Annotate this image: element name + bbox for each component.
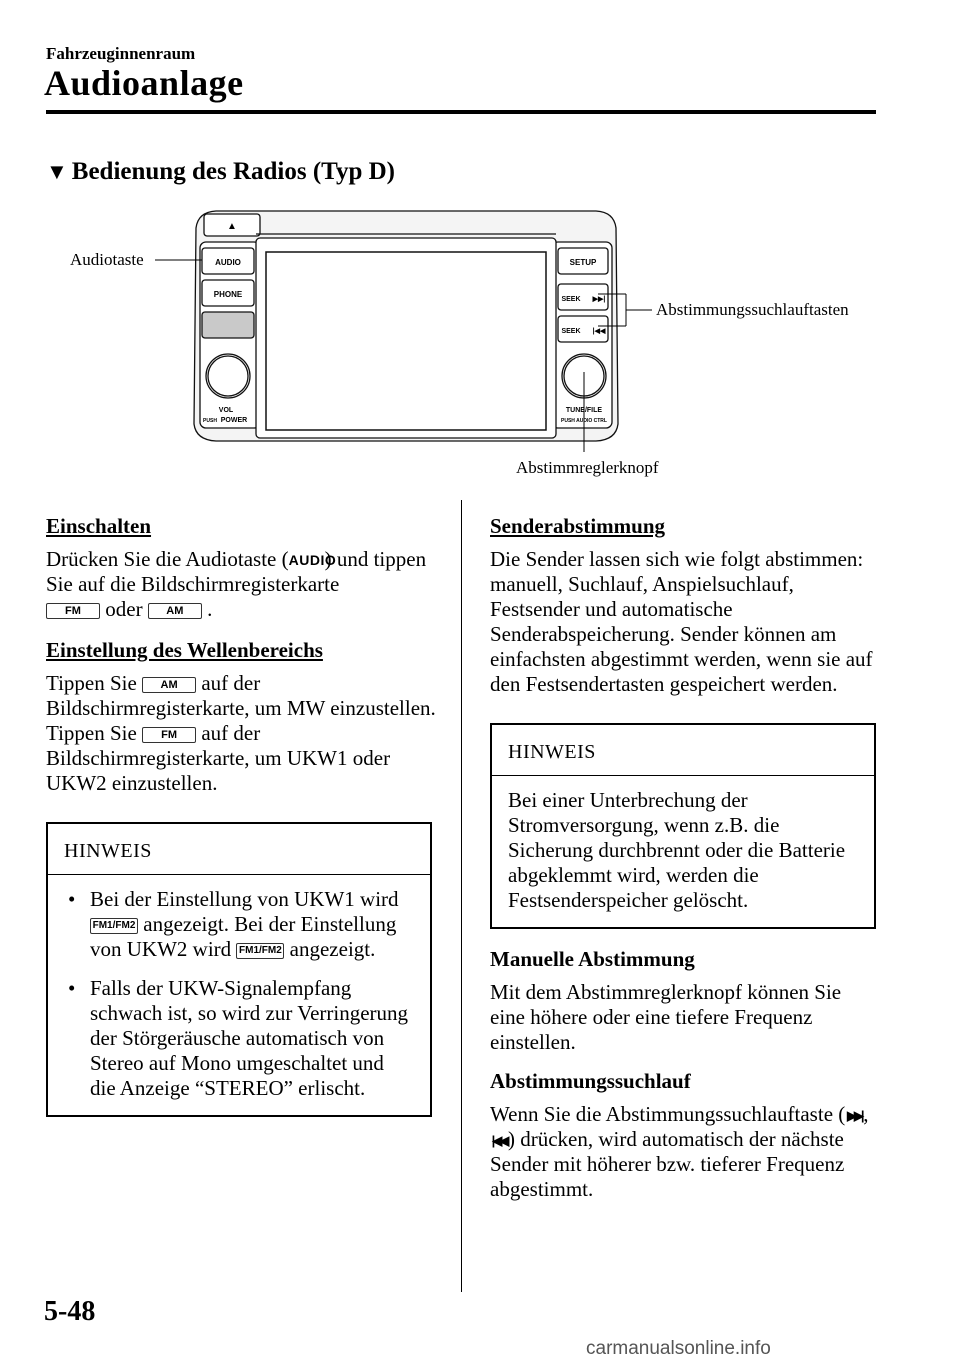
- power-label: POWER: [220, 417, 248, 424]
- phone-button-label: PHONE: [213, 290, 243, 299]
- watermark: carmanualsonline.info: [586, 1338, 771, 1359]
- callout-lines: [0, 0, 960, 520]
- fm-tab-icon: FM: [142, 727, 196, 743]
- suchlauf-text-2: ,: [863, 1102, 869, 1126]
- am-tab-icon: AM: [142, 677, 196, 693]
- suchlauf-text-3: ) drücken, wird automatisch der nächste Sender mit höherer bzw. tieferer Frequenz abgestimmt.: [490, 1127, 845, 1201]
- senderabstimmung-text: Die Sender lassen sich wie folgt abstimmen: manuell, Suchlauf, Anspielsuchlauf, Festsender und automatische Senderabspeicherung. Sender können am einfachsten abgestimmt werden, wenn sie auf den Festsendertasten gespeichert werden.: [490, 547, 873, 696]
- manuell-heading: Manuelle Abstimmung: [490, 947, 695, 971]
- seek-prev-icon: |◀◀: [491, 1133, 507, 1149]
- tune-file-label: TUNE/FILE: [565, 407, 603, 414]
- suchlauf-heading: Abstimmungssuchlauf: [490, 1069, 691, 1093]
- seek-down-button-label: SEEK: [561, 328, 581, 335]
- hinweis-heading: HINWEIS: [48, 824, 430, 875]
- vol-label: VOL: [218, 407, 234, 414]
- hinweis-text: Bei einer Unterbrechung der Stromversorgung, wenn z.B. die Sicherung durchbrennt oder die Batterie abgeklemmt wird, werden die Festsenderspeicher gelöscht.: [508, 788, 846, 912]
- right-column: [490, 514, 878, 1202]
- wellenbereich-text: [46, 671, 438, 796]
- einschalten-heading: Einschalten: [46, 514, 152, 538]
- audio-button-icon: AUDIO: [288, 552, 337, 569]
- section-title-text: Bedienung des Radios (Typ D): [71, 158, 395, 185]
- manuell-text: Mit dem Abstimmreglerknopf können Sie eine höhere oder eine tiefere Frequenz einstellen.: [490, 980, 842, 1054]
- einschalten-text: [46, 547, 438, 622]
- einschalten-text-3: oder: [105, 597, 143, 621]
- einschalten-text-4: .: [207, 597, 213, 621]
- bullet2-text: Falls der UKW-Signalempfang schwach ist, so wird zur Verringerung der Störgeräusche automatisch von Stereo auf Mono umgeschaltet und die Anzeige “STEREO” erlischt.: [90, 976, 409, 1100]
- seek-prev-icon: |◀◀: [592, 328, 606, 335]
- push-audio-ctrl-label: PUSH AUDIO CTRL: [561, 418, 607, 424]
- wellenbereich-heading: Einstellung des Wellenbereichs: [46, 638, 323, 662]
- wellenbereich-text-1: Tippen Sie: [46, 671, 137, 695]
- hinweis-bullet-2: [64, 976, 414, 1101]
- fm2-indicator-icon: FM1/FM2: [236, 943, 284, 959]
- einschalten-text-2: ) und tippen Sie auf die Bildschirmregisterkarte: [46, 547, 427, 596]
- page-title: Audioanlage: [44, 63, 244, 103]
- hinweis-box-left: [46, 822, 432, 1117]
- page-number: 5-48: [44, 1296, 96, 1327]
- suchlauf-text: [490, 1102, 878, 1202]
- wellenbereich-text-3: auf der Bildschirmregisterkarte, um UKW1 oder UKW2 einzustellen.: [46, 721, 391, 795]
- push-label: PUSH: [203, 418, 217, 424]
- suchlauf-text-1: Wenn Sie die Abstimmungssuchlauftaste (: [490, 1102, 846, 1126]
- callout-abstimmungssuchlauftasten: Abstimmungssuchlauftasten: [656, 300, 849, 319]
- am-tab-icon: AM: [148, 603, 202, 619]
- bullet1-text-a: Bei der Einstellung von UKW1 wird: [90, 887, 399, 911]
- bullet-dot-icon: •: [68, 976, 76, 1000]
- senderabstimmung-heading: Senderabstimmung: [490, 514, 666, 538]
- eject-icon: ▲: [227, 221, 237, 232]
- seek-next-icon: ▶▶|: [592, 296, 606, 303]
- bullet1-text-c: angezeigt.: [289, 937, 376, 961]
- chapter-label: Fahrzeuginnenraum: [46, 44, 196, 63]
- bullet-dot-icon: •: [68, 887, 76, 911]
- hinweis-box-right: [490, 723, 876, 929]
- seek-up-button-label: SEEK: [561, 296, 581, 303]
- callout-abstimmreglerknopf: Abstimmreglerknopf: [516, 458, 659, 477]
- seek-next-icon: ▶▶|: [846, 1108, 862, 1124]
- left-column: [46, 514, 438, 1117]
- fm1-indicator-icon: FM1/FM2: [90, 918, 138, 934]
- hinweis-bullet-1: [64, 887, 414, 962]
- column-divider: [461, 500, 462, 1292]
- bullet1-text-b: angezeigt. Bei der Einstellung von UKW2 wird: [90, 912, 397, 961]
- triangle-down-icon: ▼: [46, 159, 68, 184]
- setup-button-label: SETUP: [569, 258, 597, 267]
- audio-button-label: AUDIO: [215, 258, 241, 267]
- wellenbereich-text-2: auf der Bildschirmregisterkarte, um MW einzustellen. Tippen Sie: [46, 671, 436, 745]
- fm-tab-icon: FM: [46, 603, 100, 619]
- hinweis-heading: HINWEIS: [492, 725, 874, 776]
- einschalten-text-1: Drücken Sie die Audiotaste (: [46, 547, 289, 571]
- callout-audiotaste: Audiotaste: [70, 250, 144, 269]
